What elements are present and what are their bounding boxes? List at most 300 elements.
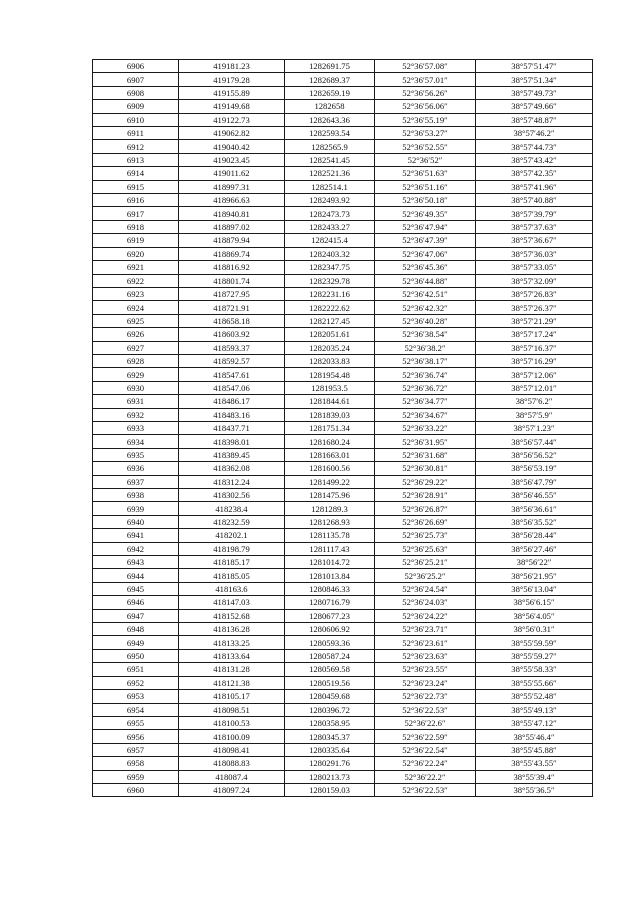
longitude-cell: 38°56′22″ [476, 556, 593, 569]
y-coordinate-cell: 1280159.03 [285, 783, 375, 796]
x-coordinate-cell: 419149.68 [179, 100, 285, 113]
y-coordinate-cell: 1281499.22 [285, 475, 375, 488]
table-row [93, 542, 593, 555]
latitude-cell: 52°36′30.81″ [375, 462, 476, 475]
longitude-cell: 38°55′59.27″ [476, 649, 593, 662]
table-row [93, 716, 593, 729]
x-coordinate-cell: 418869.74 [179, 247, 285, 260]
x-coordinate-cell: 418940.81 [179, 207, 285, 220]
x-coordinate-cell: 418302.56 [179, 489, 285, 502]
point-number-cell: 6951 [93, 663, 179, 676]
point-number-cell: 6914 [93, 167, 179, 180]
latitude-cell: 52°36′23.55″ [375, 663, 476, 676]
table-row [93, 113, 593, 126]
x-coordinate-cell: 419122.73 [179, 113, 285, 126]
longitude-cell: 38°56′13.04″ [476, 582, 593, 595]
y-coordinate-cell: 1280846.33 [285, 582, 375, 595]
table-row [93, 676, 593, 689]
y-coordinate-cell: 1280519.56 [285, 676, 375, 689]
y-coordinate-cell: 1282493.92 [285, 194, 375, 207]
latitude-cell: 52°36′42.51″ [375, 287, 476, 300]
longitude-cell: 38°57′41.96″ [476, 180, 593, 193]
point-number-cell: 6954 [93, 703, 179, 716]
x-coordinate-cell: 418593.37 [179, 341, 285, 354]
y-coordinate-cell: 1282565.9 [285, 140, 375, 153]
longitude-cell: 38°55′43.55″ [476, 757, 593, 770]
table-row [93, 301, 593, 314]
y-coordinate-cell: 1280345.37 [285, 730, 375, 743]
table-row [93, 314, 593, 327]
longitude-cell: 38°57′51.34″ [476, 73, 593, 86]
table-row [93, 140, 593, 153]
latitude-cell: 52°36′42.32″ [375, 301, 476, 314]
x-coordinate-cell: 418592.57 [179, 354, 285, 367]
latitude-cell: 52°36′38.2″ [375, 341, 476, 354]
table-row [93, 421, 593, 434]
longitude-cell: 38°57′36.67″ [476, 234, 593, 247]
x-coordinate-cell: 418997.31 [179, 180, 285, 193]
y-coordinate-cell: 1282691.75 [285, 60, 375, 73]
y-coordinate-cell: 1281600.56 [285, 462, 375, 475]
y-coordinate-cell: 1282127.45 [285, 314, 375, 327]
table-row [93, 475, 593, 488]
point-number-cell: 6953 [93, 690, 179, 703]
x-coordinate-cell: 418398.01 [179, 435, 285, 448]
point-number-cell: 6946 [93, 596, 179, 609]
y-coordinate-cell: 1282347.75 [285, 261, 375, 274]
y-coordinate-cell: 1281117.43 [285, 542, 375, 555]
table-row [93, 328, 593, 341]
table-row [93, 167, 593, 180]
longitude-cell: 38°56′28.44″ [476, 529, 593, 542]
latitude-cell: 52°36′57.01″ [375, 73, 476, 86]
latitude-cell: 52°36′22.54″ [375, 743, 476, 756]
longitude-cell: 38°55′59.59″ [476, 636, 593, 649]
y-coordinate-cell: 1280716.79 [285, 596, 375, 609]
table-row [93, 448, 593, 461]
latitude-cell: 52°36′23.71″ [375, 623, 476, 636]
table-row [93, 408, 593, 421]
coordinates-table-body [93, 60, 593, 797]
latitude-cell: 52°36′22.59″ [375, 730, 476, 743]
table-row [93, 569, 593, 582]
longitude-cell: 38°57′12.01″ [476, 381, 593, 394]
latitude-cell: 52°36′29.22″ [375, 475, 476, 488]
y-coordinate-cell: 1280593.36 [285, 636, 375, 649]
point-number-cell: 6941 [93, 529, 179, 542]
point-number-cell: 6920 [93, 247, 179, 260]
point-number-cell: 6956 [93, 730, 179, 743]
latitude-cell: 52°36′53.27″ [375, 127, 476, 140]
point-number-cell: 6957 [93, 743, 179, 756]
y-coordinate-cell: 1282433.27 [285, 220, 375, 233]
table-row [93, 582, 593, 595]
point-number-cell: 6950 [93, 649, 179, 662]
latitude-cell: 52°36′49.35″ [375, 207, 476, 220]
y-coordinate-cell: 1281014.72 [285, 556, 375, 569]
y-coordinate-cell: 1281475.96 [285, 489, 375, 502]
y-coordinate-cell: 1282403.32 [285, 247, 375, 260]
table-row [93, 515, 593, 528]
longitude-cell: 38°57′33.05″ [476, 261, 593, 274]
x-coordinate-cell: 418163.6 [179, 582, 285, 595]
longitude-cell: 38°57′44.73″ [476, 140, 593, 153]
table-row [93, 435, 593, 448]
longitude-cell: 38°57′40.88″ [476, 194, 593, 207]
y-coordinate-cell: 1281013.84 [285, 569, 375, 582]
point-number-cell: 6925 [93, 314, 179, 327]
x-coordinate-cell: 418483.16 [179, 408, 285, 421]
x-coordinate-cell: 418198.79 [179, 542, 285, 555]
y-coordinate-cell: 1282541.45 [285, 153, 375, 166]
x-coordinate-cell: 419062.82 [179, 127, 285, 140]
point-number-cell: 6908 [93, 86, 179, 99]
x-coordinate-cell: 419155.89 [179, 86, 285, 99]
longitude-cell: 38°57′36.03″ [476, 247, 593, 260]
point-number-cell: 6943 [93, 556, 179, 569]
latitude-cell: 52°36′51.63″ [375, 167, 476, 180]
point-number-cell: 6932 [93, 408, 179, 421]
longitude-cell: 38°55′45.88″ [476, 743, 593, 756]
point-number-cell: 6909 [93, 100, 179, 113]
longitude-cell: 38°56′46.55″ [476, 489, 593, 502]
longitude-cell: 38°55′55.66″ [476, 676, 593, 689]
latitude-cell: 52°36′55.19″ [375, 113, 476, 126]
latitude-cell: 52°36′34.77″ [375, 395, 476, 408]
longitude-cell: 38°56′35.52″ [476, 515, 593, 528]
point-number-cell: 6922 [93, 274, 179, 287]
table-row [93, 636, 593, 649]
longitude-cell: 38°57′48.87″ [476, 113, 593, 126]
table-row [93, 381, 593, 394]
longitude-cell: 38°57′39.79″ [476, 207, 593, 220]
x-coordinate-cell: 418098.41 [179, 743, 285, 756]
point-number-cell: 6958 [93, 757, 179, 770]
y-coordinate-cell: 1281844.61 [285, 395, 375, 408]
longitude-cell: 38°56′36.61″ [476, 502, 593, 515]
latitude-cell: 52°36′25.21″ [375, 556, 476, 569]
latitude-cell: 52°36′36.72″ [375, 381, 476, 394]
longitude-cell: 38°56′27.46″ [476, 542, 593, 555]
longitude-cell: 38°57′6.2″ [476, 395, 593, 408]
latitude-cell: 52°36′44.88″ [375, 274, 476, 287]
x-coordinate-cell: 418603.92 [179, 328, 285, 341]
point-number-cell: 6933 [93, 421, 179, 434]
latitude-cell: 52°36′23.24″ [375, 676, 476, 689]
longitude-cell: 38°57′32.09″ [476, 274, 593, 287]
longitude-cell: 38°56′0.31″ [476, 623, 593, 636]
point-number-cell: 6907 [93, 73, 179, 86]
longitude-cell: 38°56′57.44″ [476, 435, 593, 448]
table-row [93, 261, 593, 274]
latitude-cell: 52°36′33.22″ [375, 421, 476, 434]
x-coordinate-cell: 418098.51 [179, 703, 285, 716]
longitude-cell: 38°57′12.06″ [476, 368, 593, 381]
point-number-cell: 6916 [93, 194, 179, 207]
longitude-cell: 38°57′37.63″ [476, 220, 593, 233]
longitude-cell: 38°55′49.13″ [476, 703, 593, 716]
y-coordinate-cell: 1280569.58 [285, 663, 375, 676]
longitude-cell: 38°57′51.47″ [476, 60, 593, 73]
x-coordinate-cell: 418133.25 [179, 636, 285, 649]
latitude-cell: 52°36′23.63″ [375, 649, 476, 662]
x-coordinate-cell: 418133.64 [179, 649, 285, 662]
x-coordinate-cell: 418897.02 [179, 220, 285, 233]
table-row [93, 556, 593, 569]
table-row [93, 100, 593, 113]
x-coordinate-cell: 418147.03 [179, 596, 285, 609]
x-coordinate-cell: 418185.05 [179, 569, 285, 582]
y-coordinate-cell: 1281680.24 [285, 435, 375, 448]
point-number-cell: 6937 [93, 475, 179, 488]
x-coordinate-cell: 418152.68 [179, 609, 285, 622]
latitude-cell: 52°36′31.68″ [375, 448, 476, 461]
y-coordinate-cell: 1281751.34 [285, 421, 375, 434]
point-number-cell: 6960 [93, 783, 179, 796]
latitude-cell: 52°36′50.18″ [375, 194, 476, 207]
latitude-cell: 52°36′57.08″ [375, 60, 476, 73]
x-coordinate-cell: 418547.06 [179, 381, 285, 394]
point-number-cell: 6944 [93, 569, 179, 582]
point-number-cell: 6915 [93, 180, 179, 193]
point-number-cell: 6955 [93, 716, 179, 729]
table-row [93, 663, 593, 676]
longitude-cell: 38°56′21.95″ [476, 569, 593, 582]
table-row [93, 743, 593, 756]
y-coordinate-cell: 1282051.61 [285, 328, 375, 341]
point-number-cell: 6906 [93, 60, 179, 73]
y-coordinate-cell: 1281268.93 [285, 515, 375, 528]
point-number-cell: 6930 [93, 381, 179, 394]
table-row [93, 649, 593, 662]
latitude-cell: 52°36′52″ [375, 153, 476, 166]
point-number-cell: 6911 [93, 127, 179, 140]
point-number-cell: 6913 [93, 153, 179, 166]
point-number-cell: 6917 [93, 207, 179, 220]
point-number-cell: 6910 [93, 113, 179, 126]
point-number-cell: 6936 [93, 462, 179, 475]
table-row [93, 153, 593, 166]
longitude-cell: 38°57′26.37″ [476, 301, 593, 314]
x-coordinate-cell: 418185.17 [179, 556, 285, 569]
longitude-cell: 38°56′47.79″ [476, 475, 593, 488]
x-coordinate-cell: 419040.42 [179, 140, 285, 153]
longitude-cell: 38°57′49.73″ [476, 86, 593, 99]
latitude-cell: 52°36′22.24″ [375, 757, 476, 770]
y-coordinate-cell: 1281663.01 [285, 448, 375, 461]
x-coordinate-cell: 418966.63 [179, 194, 285, 207]
x-coordinate-cell: 419023.45 [179, 153, 285, 166]
point-number-cell: 6919 [93, 234, 179, 247]
table-row [93, 73, 593, 86]
longitude-cell: 38°57′42.35″ [476, 167, 593, 180]
longitude-cell: 38°55′39.4″ [476, 770, 593, 783]
longitude-cell: 38°57′1.23″ [476, 421, 593, 434]
table-row [93, 234, 593, 247]
latitude-cell: 52°36′22.53″ [375, 783, 476, 796]
y-coordinate-cell: 1280291.76 [285, 757, 375, 770]
y-coordinate-cell: 1282521.36 [285, 167, 375, 180]
point-number-cell: 6947 [93, 609, 179, 622]
y-coordinate-cell: 1282473.73 [285, 207, 375, 220]
point-number-cell: 6926 [93, 328, 179, 341]
longitude-cell: 38°57′17.24″ [476, 328, 593, 341]
table-row [93, 180, 593, 193]
x-coordinate-cell: 418202.1 [179, 529, 285, 542]
x-coordinate-cell: 418131.28 [179, 663, 285, 676]
table-row [93, 703, 593, 716]
table-row [93, 596, 593, 609]
latitude-cell: 52°36′24.54″ [375, 582, 476, 595]
point-number-cell: 6929 [93, 368, 179, 381]
y-coordinate-cell: 1281954.48 [285, 368, 375, 381]
latitude-cell: 52°36′36.74″ [375, 368, 476, 381]
y-coordinate-cell: 1282033.83 [285, 354, 375, 367]
point-number-cell: 6928 [93, 354, 179, 367]
x-coordinate-cell: 418547.61 [179, 368, 285, 381]
latitude-cell: 52°36′40.28″ [375, 314, 476, 327]
longitude-cell: 38°57′26.83″ [476, 287, 593, 300]
latitude-cell: 52°36′26.69″ [375, 515, 476, 528]
latitude-cell: 52°36′24.03″ [375, 596, 476, 609]
latitude-cell: 52°36′38.54″ [375, 328, 476, 341]
longitude-cell: 38°57′21.29″ [476, 314, 593, 327]
coordinates-table [92, 59, 593, 797]
point-number-cell: 6949 [93, 636, 179, 649]
y-coordinate-cell: 1280677.23 [285, 609, 375, 622]
y-coordinate-cell: 1282593.54 [285, 127, 375, 140]
longitude-cell: 38°57′16.37″ [476, 341, 593, 354]
y-coordinate-cell: 1280459.68 [285, 690, 375, 703]
x-coordinate-cell: 418088.83 [179, 757, 285, 770]
point-number-cell: 6912 [93, 140, 179, 153]
longitude-cell: 38°55′58.33″ [476, 663, 593, 676]
latitude-cell: 52°36′47.94″ [375, 220, 476, 233]
y-coordinate-cell: 1282658 [285, 100, 375, 113]
longitude-cell: 38°56′53.19″ [476, 462, 593, 475]
x-coordinate-cell: 418087.4 [179, 770, 285, 783]
x-coordinate-cell: 418097.24 [179, 783, 285, 796]
longitude-cell: 38°55′36.5″ [476, 783, 593, 796]
x-coordinate-cell: 418389.45 [179, 448, 285, 461]
latitude-cell: 52°36′28.91″ [375, 489, 476, 502]
y-coordinate-cell: 1281289.3 [285, 502, 375, 515]
y-coordinate-cell: 1282329.78 [285, 274, 375, 287]
x-coordinate-cell: 418727.95 [179, 287, 285, 300]
x-coordinate-cell: 418238.4 [179, 502, 285, 515]
table-row [93, 287, 593, 300]
table-row [93, 730, 593, 743]
latitude-cell: 52°36′45.36″ [375, 261, 476, 274]
latitude-cell: 52°36′22.6″ [375, 716, 476, 729]
y-coordinate-cell: 1280396.72 [285, 703, 375, 716]
latitude-cell: 52°36′23.61″ [375, 636, 476, 649]
y-coordinate-cell: 1280335.64 [285, 743, 375, 756]
y-coordinate-cell: 1282659.19 [285, 86, 375, 99]
table-row [93, 462, 593, 475]
point-number-cell: 6927 [93, 341, 179, 354]
table-row [93, 220, 593, 233]
y-coordinate-cell: 1281135.78 [285, 529, 375, 542]
x-coordinate-cell: 418658.18 [179, 314, 285, 327]
table-row [93, 341, 593, 354]
table-row [93, 502, 593, 515]
table-row [93, 207, 593, 220]
point-number-cell: 6918 [93, 220, 179, 233]
point-number-cell: 6948 [93, 623, 179, 636]
y-coordinate-cell: 1280606.92 [285, 623, 375, 636]
point-number-cell: 6935 [93, 448, 179, 461]
latitude-cell: 52°36′25.63″ [375, 542, 476, 555]
table-row [93, 783, 593, 796]
x-coordinate-cell: 418879.94 [179, 234, 285, 247]
latitude-cell: 52°36′47.39″ [375, 234, 476, 247]
table-row [93, 623, 593, 636]
y-coordinate-cell: 1282231.16 [285, 287, 375, 300]
x-coordinate-cell: 418312.24 [179, 475, 285, 488]
x-coordinate-cell: 418232.59 [179, 515, 285, 528]
y-coordinate-cell: 1280358.95 [285, 716, 375, 729]
table-row [93, 395, 593, 408]
latitude-cell: 52°36′31.95″ [375, 435, 476, 448]
table-row [93, 609, 593, 622]
y-coordinate-cell: 1280587.24 [285, 649, 375, 662]
y-coordinate-cell: 1282415.4 [285, 234, 375, 247]
x-coordinate-cell: 418136.28 [179, 623, 285, 636]
table-row [93, 274, 593, 287]
point-number-cell: 6945 [93, 582, 179, 595]
point-number-cell: 6938 [93, 489, 179, 502]
x-coordinate-cell: 418362.08 [179, 462, 285, 475]
x-coordinate-cell: 418100.53 [179, 716, 285, 729]
latitude-cell: 52°36′22.2″ [375, 770, 476, 783]
point-number-cell: 6959 [93, 770, 179, 783]
latitude-cell: 52°36′22.53″ [375, 703, 476, 716]
longitude-cell: 38°57′49.66″ [476, 100, 593, 113]
latitude-cell: 52°36′25.2″ [375, 569, 476, 582]
x-coordinate-cell: 418721.91 [179, 301, 285, 314]
y-coordinate-cell: 1282222.62 [285, 301, 375, 314]
y-coordinate-cell: 1282514.1 [285, 180, 375, 193]
table-row [93, 757, 593, 770]
x-coordinate-cell: 418816.92 [179, 261, 285, 274]
y-coordinate-cell: 1281953.5 [285, 381, 375, 394]
table-row [93, 247, 593, 260]
table-row [93, 368, 593, 381]
x-coordinate-cell: 418486.17 [179, 395, 285, 408]
x-coordinate-cell: 419011.62 [179, 167, 285, 180]
x-coordinate-cell: 418801.74 [179, 274, 285, 287]
point-number-cell: 6931 [93, 395, 179, 408]
latitude-cell: 52°36′24.22″ [375, 609, 476, 622]
y-coordinate-cell: 1281839.03 [285, 408, 375, 421]
table-row [93, 770, 593, 783]
table-row [93, 489, 593, 502]
table-row [93, 86, 593, 99]
latitude-cell: 52°36′47.06″ [375, 247, 476, 260]
latitude-cell: 52°36′56.26″ [375, 86, 476, 99]
point-number-cell: 6924 [93, 301, 179, 314]
x-coordinate-cell: 419179.28 [179, 73, 285, 86]
table-row [93, 60, 593, 73]
latitude-cell: 52°36′56.06″ [375, 100, 476, 113]
point-number-cell: 6921 [93, 261, 179, 274]
y-coordinate-cell: 1282689.37 [285, 73, 375, 86]
latitude-cell: 52°36′51.16″ [375, 180, 476, 193]
x-coordinate-cell: 418121.38 [179, 676, 285, 689]
y-coordinate-cell: 1282643.36 [285, 113, 375, 126]
point-number-cell: 6934 [93, 435, 179, 448]
